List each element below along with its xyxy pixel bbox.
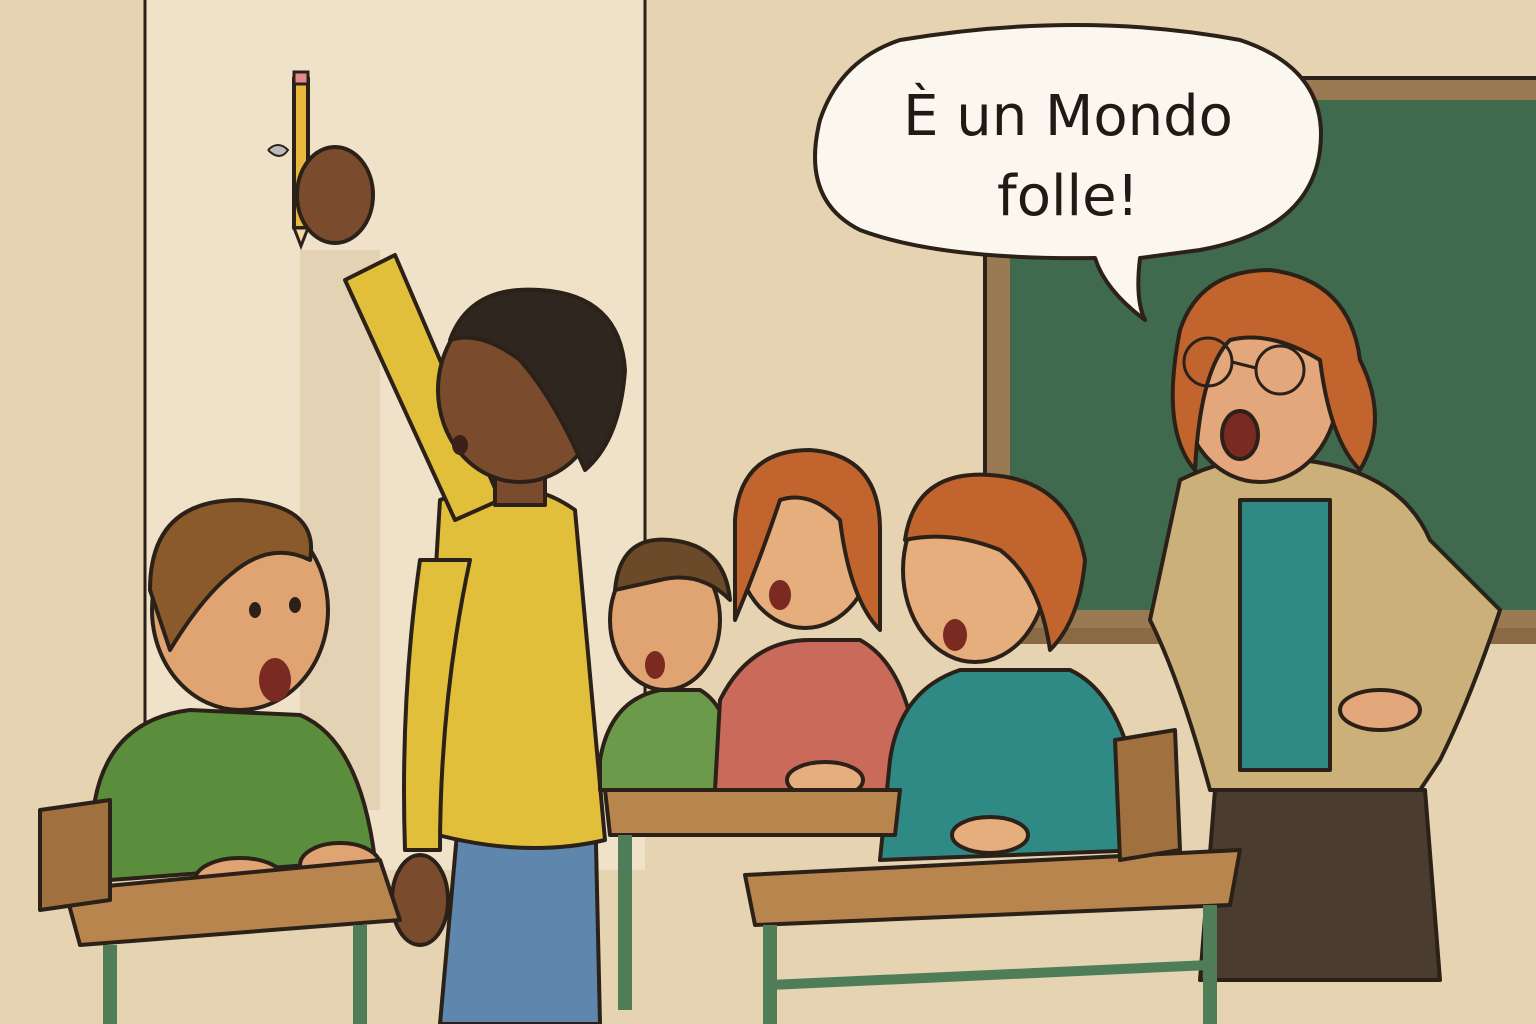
speech-bubble-line-2: folle! (997, 164, 1139, 229)
speech-bubble-line-1: È un Mondo (903, 84, 1233, 149)
